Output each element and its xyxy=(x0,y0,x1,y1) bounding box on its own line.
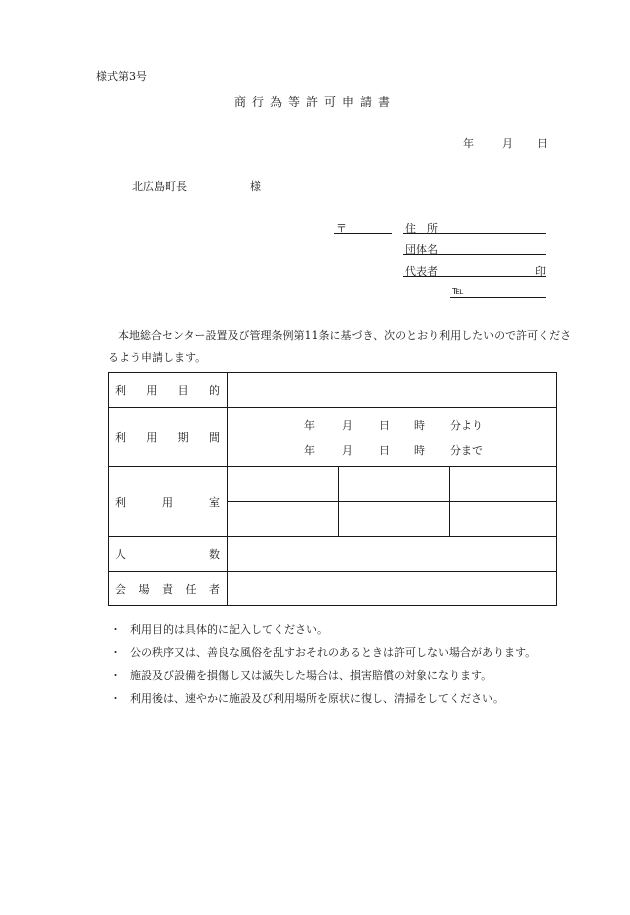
manager-input[interactable] xyxy=(228,572,557,606)
note-text: 利用後は、速やかに施設及び利用場所を原状に復し、清掃をしてください。 xyxy=(130,692,504,705)
notes-list xyxy=(110,618,536,710)
period-from xyxy=(228,417,556,433)
label-char: 任 xyxy=(185,582,197,596)
note-item xyxy=(110,664,536,687)
tel-line xyxy=(450,297,546,298)
label-char: 間 xyxy=(208,431,220,444)
note-item xyxy=(110,641,536,664)
label-char: 利 xyxy=(115,384,126,397)
period-to-year: 年 xyxy=(304,443,315,457)
document-title: 商行為等許可申請書 xyxy=(233,95,396,109)
label-char: 目 xyxy=(177,384,189,397)
body-paragraph: 本地総合センター設置及び管理条例第11条に基づき、次のとおり利用したいので許可くださるよう申請します。 xyxy=(108,329,572,364)
note-text: 施設及び設備を損傷し又は滅失した場合は、損害賠償の対象になります。 xyxy=(130,669,493,682)
date-day: 日 xyxy=(537,137,548,150)
representative-line xyxy=(403,276,546,277)
representative-label: 代表者 xyxy=(405,265,438,278)
label-char: 場 xyxy=(138,582,150,596)
bullet: ・ xyxy=(110,669,121,682)
period-from-minute: 分より xyxy=(450,418,483,432)
room-input-1[interactable] xyxy=(228,467,339,502)
period-label-cell xyxy=(109,408,228,467)
group-label: 団体名 xyxy=(405,243,438,256)
note-item xyxy=(110,618,536,641)
label-char: 者 xyxy=(209,582,220,596)
label-char: 利 xyxy=(115,431,126,444)
label-char: 用 xyxy=(146,431,158,444)
honorific: 様 xyxy=(250,180,261,193)
note-text: 公の秩序又は、善良な風俗を乱すおそれのあるときは許可しない場合があります。 xyxy=(130,646,537,659)
group-line xyxy=(403,254,546,255)
application-table xyxy=(108,372,557,606)
room-row-1 xyxy=(109,467,557,502)
label-char: 用 xyxy=(162,495,173,509)
people-label-cell xyxy=(109,537,228,572)
seal-mark: 印 xyxy=(535,265,546,278)
purpose-row xyxy=(109,373,557,408)
label-char: 期 xyxy=(177,431,189,444)
bullet: ・ xyxy=(110,646,121,659)
period-to-month: 月 xyxy=(342,443,353,457)
people-row xyxy=(109,537,557,572)
label-char: 数 xyxy=(209,548,220,561)
address-line xyxy=(403,233,546,234)
note-item xyxy=(110,687,536,710)
label-char: 責 xyxy=(162,582,173,596)
note-text: 利用目的は具体的に記入してください。 xyxy=(130,623,328,636)
room-input-4[interactable] xyxy=(228,502,339,537)
purpose-input[interactable] xyxy=(228,373,557,408)
label-char: 用 xyxy=(146,384,158,397)
period-from-month: 月 xyxy=(342,418,353,432)
period-to xyxy=(228,442,556,458)
room-input-2[interactable] xyxy=(339,467,450,502)
period-row xyxy=(109,408,557,467)
people-input[interactable] xyxy=(228,537,557,572)
manager-label-cell xyxy=(109,572,228,606)
period-to-hour: 時 xyxy=(414,443,425,457)
label-char: 室 xyxy=(209,495,220,509)
label-char: 会 xyxy=(115,582,126,596)
period-from-year: 年 xyxy=(304,418,315,432)
period-to-minute: 分まで xyxy=(450,443,483,457)
room-label-cell xyxy=(109,467,228,537)
date-year: 年 xyxy=(463,137,474,150)
manager-row xyxy=(109,572,557,606)
period-input[interactable] xyxy=(228,408,557,467)
address-label: 住 所 xyxy=(405,222,438,235)
purpose-label-cell xyxy=(109,373,228,408)
addressee: 北広島町長 xyxy=(132,180,187,193)
bullet: ・ xyxy=(110,692,121,705)
period-to-day: 日 xyxy=(379,443,390,457)
postal-mark: 〒 xyxy=(336,222,347,235)
body-text xyxy=(108,325,578,369)
label-char: 人 xyxy=(115,548,126,561)
label-char: 的 xyxy=(208,384,220,397)
tel-label: ℡ xyxy=(452,284,464,297)
room-input-3[interactable] xyxy=(450,467,557,502)
postal-code-line xyxy=(334,233,392,234)
form-number: 様式第3号 xyxy=(96,70,147,83)
period-from-hour: 時 xyxy=(414,418,425,432)
room-input-6[interactable] xyxy=(450,502,557,537)
label-char: 利 xyxy=(115,495,126,509)
bullet: ・ xyxy=(110,623,121,636)
room-input-5[interactable] xyxy=(339,502,450,537)
date-month: 月 xyxy=(502,137,513,150)
period-from-day: 日 xyxy=(379,418,390,432)
